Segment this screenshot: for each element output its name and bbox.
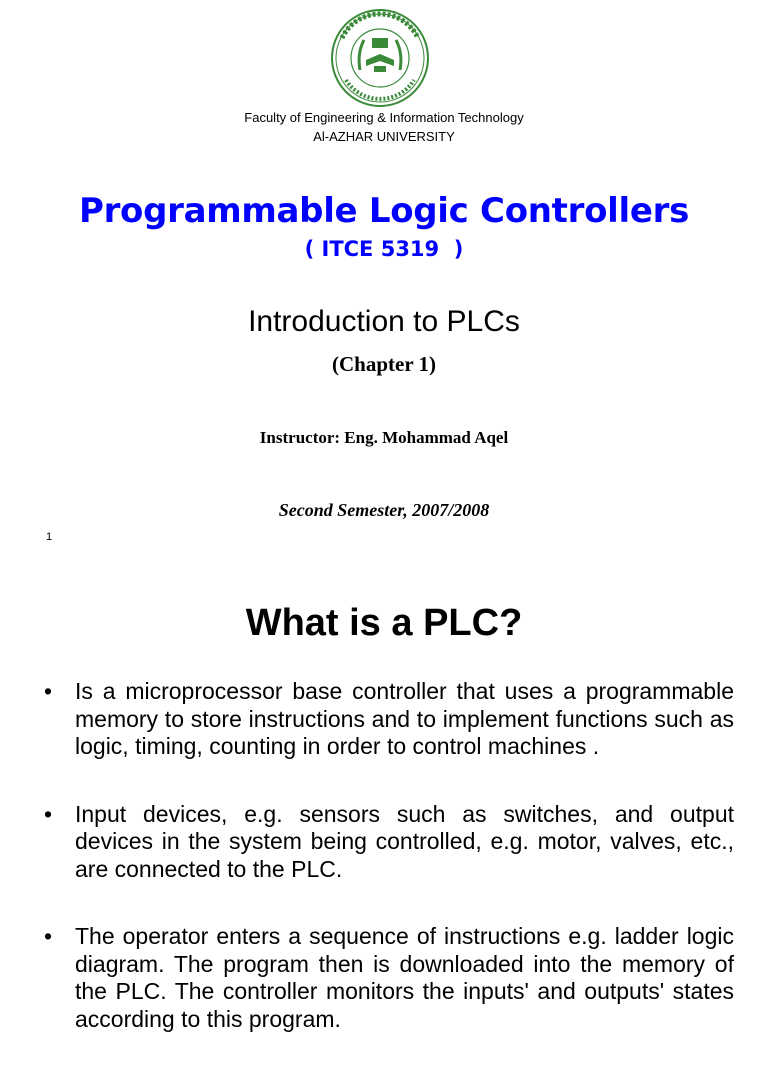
bullet-text: The operator enters a sequence of instructions e.g. ladder logic diagram. The program then is downloaded into the memory of the PLC. The controller monitors the inputs' and outputs' states according to this program. [75, 923, 734, 1032]
bullet-dot-icon: • [44, 923, 53, 949]
university-seal-icon [330, 8, 430, 108]
slide-heading: What is a PLC? [245, 602, 523, 644]
bullet-text: Input devices, e.g. sensors such as switches, and output devices in the system being controlled, e.g. motor, valves, etc., are connected to the PLC. [75, 800, 734, 882]
bullet-dot-icon: • [44, 800, 53, 827]
bullet-dot-icon: • [44, 678, 53, 704]
page-number: 1 [46, 531, 53, 543]
faculty-name: Faculty of Engineering & Information Technology [244, 110, 524, 125]
bullet-item [44, 923, 734, 1033]
bullet-text: Is a microprocessor base controller that uses a programmable memory to store instructions and to implement functions such as logic, timing, counting in order to control machines . [75, 678, 734, 759]
faculty-header [0, 108, 768, 146]
bullet-item [44, 678, 734, 761]
bullet-item [44, 801, 734, 884]
university-name: Al-AZHAR UNIVERSITY [313, 129, 455, 144]
course-code: ( ITCE 5319 ) [304, 237, 464, 261]
instructor-line: Instructor: Eng. Mohammad Aqel [259, 428, 509, 447]
semester-line: Second Semester, 2007/2008 [278, 500, 490, 520]
university-logo [330, 8, 430, 108]
bullet-list [44, 678, 734, 1073]
lecture-subtitle: Introduction to PLCs [248, 305, 520, 338]
course-title: Programmable Logic Controllers [78, 191, 690, 231]
chapter-label: (Chapter 1) [331, 352, 436, 376]
